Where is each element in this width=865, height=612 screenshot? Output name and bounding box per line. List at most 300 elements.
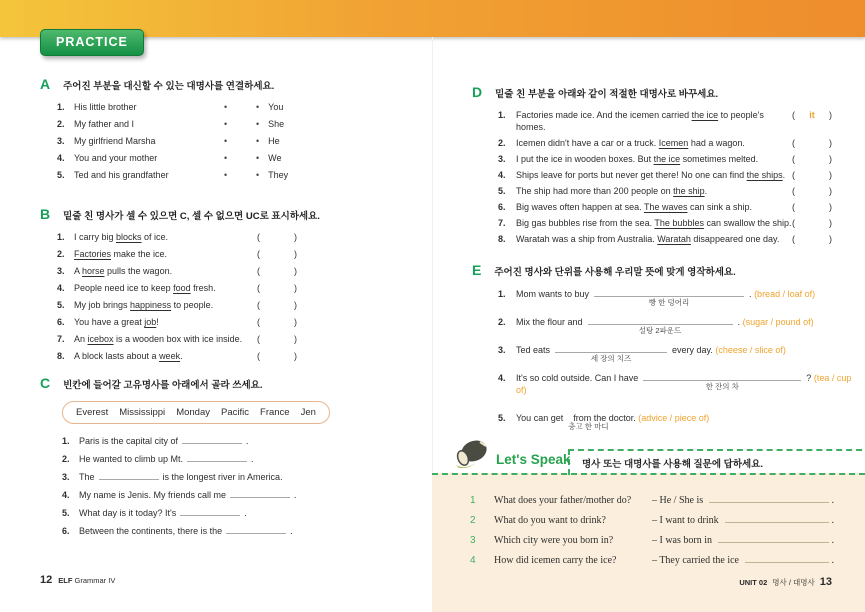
answer-parens <box>257 350 297 362</box>
sentence: You can get 충고 한 마디 from the doctor. (advice / piece of) <box>516 413 710 431</box>
underlined-phrase: The bubbles <box>654 218 704 228</box>
match-phrase: My father and I <box>74 119 135 129</box>
lets-speak-instruction: 명사 또는 대명사를 사용해 질문에 답하세요. <box>568 449 865 475</box>
book-title-bold: ELF <box>58 576 73 585</box>
lets-speak-qa <box>470 492 834 572</box>
underlined-noun: week <box>159 351 181 361</box>
answer-tail: . <box>831 495 834 506</box>
sentence-post: ? <box>806 373 812 383</box>
sentence-pre: Big gas bubbles rise from the sea. <box>516 218 655 228</box>
fill-blank <box>187 452 247 462</box>
sentence-post: . <box>782 170 786 180</box>
question-text: How did icemen carry the ice? <box>494 555 617 566</box>
word-bank-item: Pacific <box>221 407 249 418</box>
page-number-right: 13 <box>819 576 832 588</box>
question-text: Which city were you born in? <box>494 535 614 546</box>
paren-close: ) <box>294 283 297 293</box>
answer-parens <box>792 153 832 165</box>
item-number: 5. <box>498 186 506 196</box>
section-d <box>472 84 836 249</box>
match-dot-left: • <box>224 170 228 180</box>
answer-example: it <box>809 110 815 120</box>
sentence <box>516 137 792 149</box>
match-dot-left: • <box>224 102 228 112</box>
underlined-noun: Factories <box>74 249 112 259</box>
pronoun-label: They <box>268 170 289 180</box>
answer-blank <box>718 532 829 543</box>
answer-stem: – I was born in <box>652 535 712 546</box>
unit-hint: (bread / loaf of) <box>754 289 816 299</box>
underlined-noun: icebox <box>87 334 114 344</box>
sentence <box>74 248 257 260</box>
match-row <box>57 169 307 181</box>
paren-close: ) <box>829 154 832 164</box>
pronoun-option <box>256 118 307 130</box>
paren-close: ) <box>294 351 297 361</box>
unit-hint: (sugar / pound of) <box>742 317 814 327</box>
composition-row <box>498 371 852 396</box>
underlined-noun: food <box>173 283 191 293</box>
item-number: 1. <box>498 110 506 120</box>
section-a-header <box>40 76 307 92</box>
sentence <box>74 282 257 294</box>
question-number: 1 <box>470 495 476 506</box>
answer-parens <box>257 333 297 345</box>
sentence-post: . <box>251 454 254 464</box>
item-number: 3. <box>498 154 506 164</box>
answer-blank <box>725 512 829 523</box>
sentence-pre: My job brings <box>74 300 131 310</box>
answer-parens <box>257 282 297 294</box>
underlined-noun: job <box>144 317 157 327</box>
sentence-pre: Ted eats <box>516 345 551 355</box>
section-d-instruction: 밑줄 친 부분을 아래와 같이 적절한 대명사로 바꾸세요. <box>495 89 719 100</box>
paren-open: ( <box>792 138 795 148</box>
section-b-letter: B <box>40 206 51 222</box>
book-title <box>58 576 115 585</box>
item-number: 3. <box>57 266 65 276</box>
paren-open: ( <box>257 232 260 242</box>
section-e-instruction: 주어진 명사와 단위를 사용해 우리말 뜻에 맞게 영작하세요. <box>494 267 736 278</box>
item-number: 3. <box>62 472 70 482</box>
paren-open: ( <box>792 110 795 120</box>
sentence <box>516 233 792 245</box>
sentence-post: . <box>244 508 247 518</box>
paren-close: ) <box>829 138 832 148</box>
paren-close: ) <box>294 249 297 259</box>
sentence <box>516 217 792 229</box>
sentence <box>79 452 362 465</box>
sentence <box>516 169 792 181</box>
fill-blank <box>182 434 242 444</box>
paren-close: ) <box>829 234 832 244</box>
answer-parens <box>792 137 832 149</box>
sentence <box>516 371 852 396</box>
item-number: 7. <box>498 218 506 228</box>
match-dot-right: • <box>256 170 260 180</box>
lets-speak-title: Let's Speak <box>496 452 571 467</box>
sentence <box>79 488 362 501</box>
answer-tail: . <box>831 535 834 546</box>
underlined-phrase: Waratah <box>657 234 691 244</box>
sentence-post: is a wooden box with ice inside. <box>113 334 243 344</box>
answer-parens <box>792 185 832 197</box>
item-number: 5. <box>57 300 65 310</box>
item-number: 5. <box>498 413 506 423</box>
section-d-items <box>472 109 836 245</box>
answer-blank <box>709 492 828 503</box>
item-number: 3. <box>498 345 506 355</box>
sentence <box>74 333 257 345</box>
sentence-pre: Waratah was a ship from Australia. <box>516 234 658 244</box>
section-c-header <box>40 375 362 391</box>
sentence-pre: You can get <box>516 413 564 423</box>
sentence-post: of ice. <box>141 232 169 242</box>
sentence-post: from the doctor. <box>573 413 636 423</box>
answer-tail: . <box>831 515 834 526</box>
item-number: 1. <box>62 436 70 446</box>
question-number: 2 <box>470 515 476 526</box>
underlined-phrase: The waves <box>643 202 688 212</box>
paren-open: ( <box>257 334 260 344</box>
answer-parens <box>792 169 832 181</box>
sentence <box>516 153 792 165</box>
paren-open: ( <box>257 266 260 276</box>
sentence <box>516 343 852 363</box>
section-a-items <box>40 101 307 181</box>
practice-badge: PRACTICE <box>40 29 144 56</box>
paren-close: ) <box>829 110 832 120</box>
answer-line <box>652 512 834 527</box>
paren-open: ( <box>257 283 260 293</box>
match-row <box>57 101 307 113</box>
word-bank-item: Mississippi <box>119 407 166 418</box>
sentence-post: . <box>737 317 741 327</box>
match-dot-left: • <box>224 136 228 146</box>
answer-stem: – I want to drink <box>652 515 719 526</box>
sentence-pre: Mom wants to buy <box>516 289 590 299</box>
qa-row <box>470 552 834 567</box>
section-e-items <box>472 287 852 431</box>
composition-row <box>498 287 852 307</box>
item-number: 1. <box>57 232 65 242</box>
proper-noun-row <box>62 452 362 465</box>
answer-line <box>652 492 834 507</box>
sentence <box>74 299 257 311</box>
section-e <box>472 262 852 439</box>
pronoun-replace-row <box>498 169 836 181</box>
pronoun-label: She <box>268 119 285 129</box>
paren-close: ) <box>829 218 832 228</box>
qa-row <box>470 512 834 527</box>
paren-close: ) <box>829 202 832 212</box>
fill-blank <box>226 524 286 534</box>
section-b-header <box>40 206 320 222</box>
sentence-post: pulls the wagon. <box>104 266 173 276</box>
sentence <box>74 231 257 243</box>
sentence-pre: Icemen didn't have a car or a truck. <box>516 138 659 148</box>
proper-noun-row <box>62 434 362 447</box>
unit-hint: (tea / cup of) <box>516 373 852 395</box>
sentence-post: sometimes melted. <box>680 154 759 164</box>
match-dot-right: • <box>256 102 260 112</box>
sentence-post: every day. <box>672 345 713 355</box>
section-d-letter: D <box>472 84 483 100</box>
sentence-pre: Between the continents, there is the <box>79 526 223 536</box>
sentence <box>79 524 362 537</box>
pronoun-option <box>256 101 307 113</box>
footer-right <box>739 576 832 588</box>
sentence-post: disappeared one day. <box>690 234 780 244</box>
underlined-phrase: the ship <box>673 186 705 196</box>
question-number: 4 <box>470 555 476 566</box>
section-b-instruction: 밑줄 친 명사가 셀 수 있으면 C, 셀 수 없으면 UC로 표시하세요. <box>63 211 320 222</box>
item-number: 7. <box>57 334 65 344</box>
pronoun-replace-row <box>498 153 836 165</box>
sentence-post: can swallow the ship. <box>703 218 792 228</box>
count-noun-row <box>57 265 297 277</box>
sentence <box>516 315 852 335</box>
item-number: 4. <box>57 153 65 163</box>
item-number: 1. <box>498 289 506 299</box>
section-c-items <box>40 434 362 537</box>
unit-hint: (advice / piece of) <box>638 413 710 423</box>
sentence <box>79 470 362 483</box>
underlined-noun: happiness <box>130 300 172 310</box>
paren-open: ( <box>792 218 795 228</box>
count-noun-row <box>57 316 297 328</box>
sentence-post: fresh. <box>190 283 216 293</box>
sentence-pre: What day is it today? It's <box>79 508 177 518</box>
item-number: 2. <box>498 138 506 148</box>
korean-hint: 세 장의 치즈 <box>590 354 632 363</box>
count-noun-row <box>57 231 297 243</box>
sentence-post: . <box>294 490 297 500</box>
pronoun-option <box>256 135 307 147</box>
sentence <box>516 185 792 197</box>
paren-close: ) <box>829 170 832 180</box>
item-number: 8. <box>57 351 65 361</box>
paren-open: ( <box>257 300 260 310</box>
pronoun-label: He <box>268 136 280 146</box>
match-dot-left: • <box>224 153 228 163</box>
question-number: 3 <box>470 535 476 546</box>
underlined-phrase: the ice <box>653 154 681 164</box>
footer-left <box>40 574 115 586</box>
sentence <box>79 434 362 447</box>
count-noun-row <box>57 350 297 362</box>
answer-parens <box>792 109 832 121</box>
pronoun-option <box>256 169 307 181</box>
paren-open: ( <box>792 234 795 244</box>
answer-parens <box>792 217 832 229</box>
proper-noun-row <box>62 506 362 519</box>
match-dot-right: • <box>256 153 260 163</box>
sentence <box>74 350 257 362</box>
item-number: 2. <box>62 454 70 464</box>
paren-close: ) <box>294 317 297 327</box>
match-row <box>57 152 307 164</box>
answer-parens <box>257 231 297 243</box>
sentence-pre: A block lasts about a <box>74 351 160 361</box>
sentence-post: . <box>290 526 293 536</box>
answer-parens <box>257 299 297 311</box>
paren-close: ) <box>294 334 297 344</box>
fill-blank <box>588 315 733 335</box>
answer-blank <box>745 552 829 563</box>
underlined-phrase: Icemen <box>658 138 689 148</box>
match-phrase: My girlfriend Marsha <box>74 136 156 146</box>
sentence-pre: I put the ice in wooden boxes. But <box>516 154 654 164</box>
unit-topic: 명사 / 대명사 <box>772 578 815 587</box>
sentence-pre: Paris is the capital city of <box>79 436 179 446</box>
sentence-pre: I carry big <box>74 232 117 242</box>
sentence-pre: Ships leave for ports but never get there! No one can find <box>516 170 747 180</box>
sentence-pre: It's so cold outside. Can I have <box>516 373 639 383</box>
sentence <box>74 265 257 277</box>
underlined-phrase: the ice <box>691 110 719 120</box>
sentence-post: . <box>246 436 249 446</box>
paren-close: ) <box>294 232 297 242</box>
paren-open: ( <box>792 170 795 180</box>
word-bank-item: Everest <box>76 407 109 418</box>
answer-line <box>652 532 834 547</box>
pronoun-replace-row <box>498 137 836 149</box>
word-bank <box>62 401 330 424</box>
megaphone-icon <box>452 438 492 472</box>
sentence-pre: People need ice to keep <box>74 283 174 293</box>
sentence-post: can sink a ship. <box>687 202 753 212</box>
sentence-post: had a wagon. <box>688 138 745 148</box>
sentence-pre: The ship had more than 200 people on <box>516 186 674 196</box>
answer-parens <box>257 316 297 328</box>
sentence-pre: An <box>74 334 88 344</box>
answer-stem: – He / She is <box>652 495 704 506</box>
answer-parens <box>257 265 297 277</box>
item-number: 2. <box>57 249 65 259</box>
match-row <box>57 118 307 130</box>
fill-blank <box>643 371 801 391</box>
sentence-pre: A <box>74 266 83 276</box>
match-dot-right: • <box>256 119 260 129</box>
answer-parens <box>792 201 832 213</box>
composition-row <box>498 315 852 335</box>
sentence-pre: Factories made ice. And the icemen carried <box>516 110 692 120</box>
sentence-pre: Big waves often happen at sea. <box>516 202 644 212</box>
section-b <box>40 206 320 367</box>
word-bank-item: Jen <box>300 407 316 418</box>
pronoun-replace-row <box>498 217 836 229</box>
sentence-post: make the ice. <box>111 249 168 259</box>
sentence-post: . <box>180 351 183 361</box>
paren-open: ( <box>257 249 260 259</box>
pronoun-label: We <box>268 153 282 163</box>
item-number: 6. <box>62 526 70 536</box>
pronoun-option <box>256 152 307 164</box>
count-noun-row <box>57 333 297 345</box>
item-number: 2. <box>498 317 506 327</box>
fill-blank <box>99 470 159 480</box>
item-number: 3. <box>57 136 65 146</box>
paren-open: ( <box>792 186 795 196</box>
sentence-post: . <box>749 289 752 299</box>
answer-parens <box>257 248 297 260</box>
sentence-pre: He wanted to climb up Mt. <box>79 454 184 464</box>
qa-row <box>470 532 834 547</box>
fill-blank <box>230 488 290 498</box>
section-a <box>40 76 307 186</box>
section-c-letter: C <box>40 375 51 391</box>
composition-row <box>498 411 852 431</box>
paren-close: ) <box>829 186 832 196</box>
section-c-instruction: 빈칸에 들어갈 고유명사를 아래에서 골라 쓰세요. <box>63 380 263 391</box>
paren-open: ( <box>792 202 795 212</box>
qa-row <box>470 492 834 507</box>
section-d-header <box>472 84 836 100</box>
match-dot-left: • <box>224 119 228 129</box>
paren-open: ( <box>257 317 260 327</box>
answer-stem: – They carried the ice <box>652 555 739 566</box>
sentence-pre: You have a great <box>74 317 145 327</box>
pronoun-replace-row <box>498 233 836 245</box>
section-e-header <box>472 262 852 278</box>
item-number: 8. <box>498 234 506 244</box>
match-phrase: His little brother <box>74 102 137 112</box>
underlined-noun: horse <box>82 266 105 276</box>
match-phrase: You and your mother <box>74 153 158 163</box>
answer-tail: . <box>831 555 834 566</box>
section-e-letter: E <box>472 262 482 278</box>
item-number: 5. <box>57 170 65 180</box>
underlined-noun: blocks <box>116 232 142 242</box>
sentence <box>79 506 362 519</box>
match-row <box>57 135 307 147</box>
section-b-items <box>40 231 320 362</box>
match-dot-right: • <box>256 136 260 146</box>
sentence-post: to people. <box>171 300 214 310</box>
section-a-letter: A <box>40 76 51 92</box>
paren-open: ( <box>792 154 795 164</box>
item-number: 4. <box>498 170 506 180</box>
page-number-left: 12 <box>40 574 53 586</box>
composition-row <box>498 343 852 363</box>
section-c <box>40 375 362 542</box>
pronoun-replace-row <box>498 185 836 197</box>
item-number: 5. <box>62 508 70 518</box>
paren-open: ( <box>257 351 260 361</box>
pronoun-label: You <box>268 102 284 112</box>
fill-blank <box>555 343 667 363</box>
sentence <box>516 201 792 213</box>
item-number: 6. <box>57 317 65 327</box>
item-number: 2. <box>57 119 65 129</box>
question-text: What do you want to drink? <box>494 515 606 526</box>
book-title-rest: Grammar IV <box>74 576 116 585</box>
count-noun-row <box>57 282 297 294</box>
pronoun-replace-row <box>498 109 836 133</box>
match-phrase: Ted and his grandfather <box>74 170 169 180</box>
item-number: 6. <box>498 202 506 212</box>
sentence-post: is the longest river in America. <box>162 472 283 482</box>
item-number: 4. <box>57 283 65 293</box>
answer-line <box>652 552 834 567</box>
sentence <box>516 109 792 133</box>
word-bank-item: Monday <box>176 407 210 418</box>
korean-hint: 빵 한 덩어리 <box>648 298 690 307</box>
item-number: 4. <box>62 490 70 500</box>
pronoun-replace-row <box>498 201 836 213</box>
item-number: 4. <box>498 373 506 383</box>
